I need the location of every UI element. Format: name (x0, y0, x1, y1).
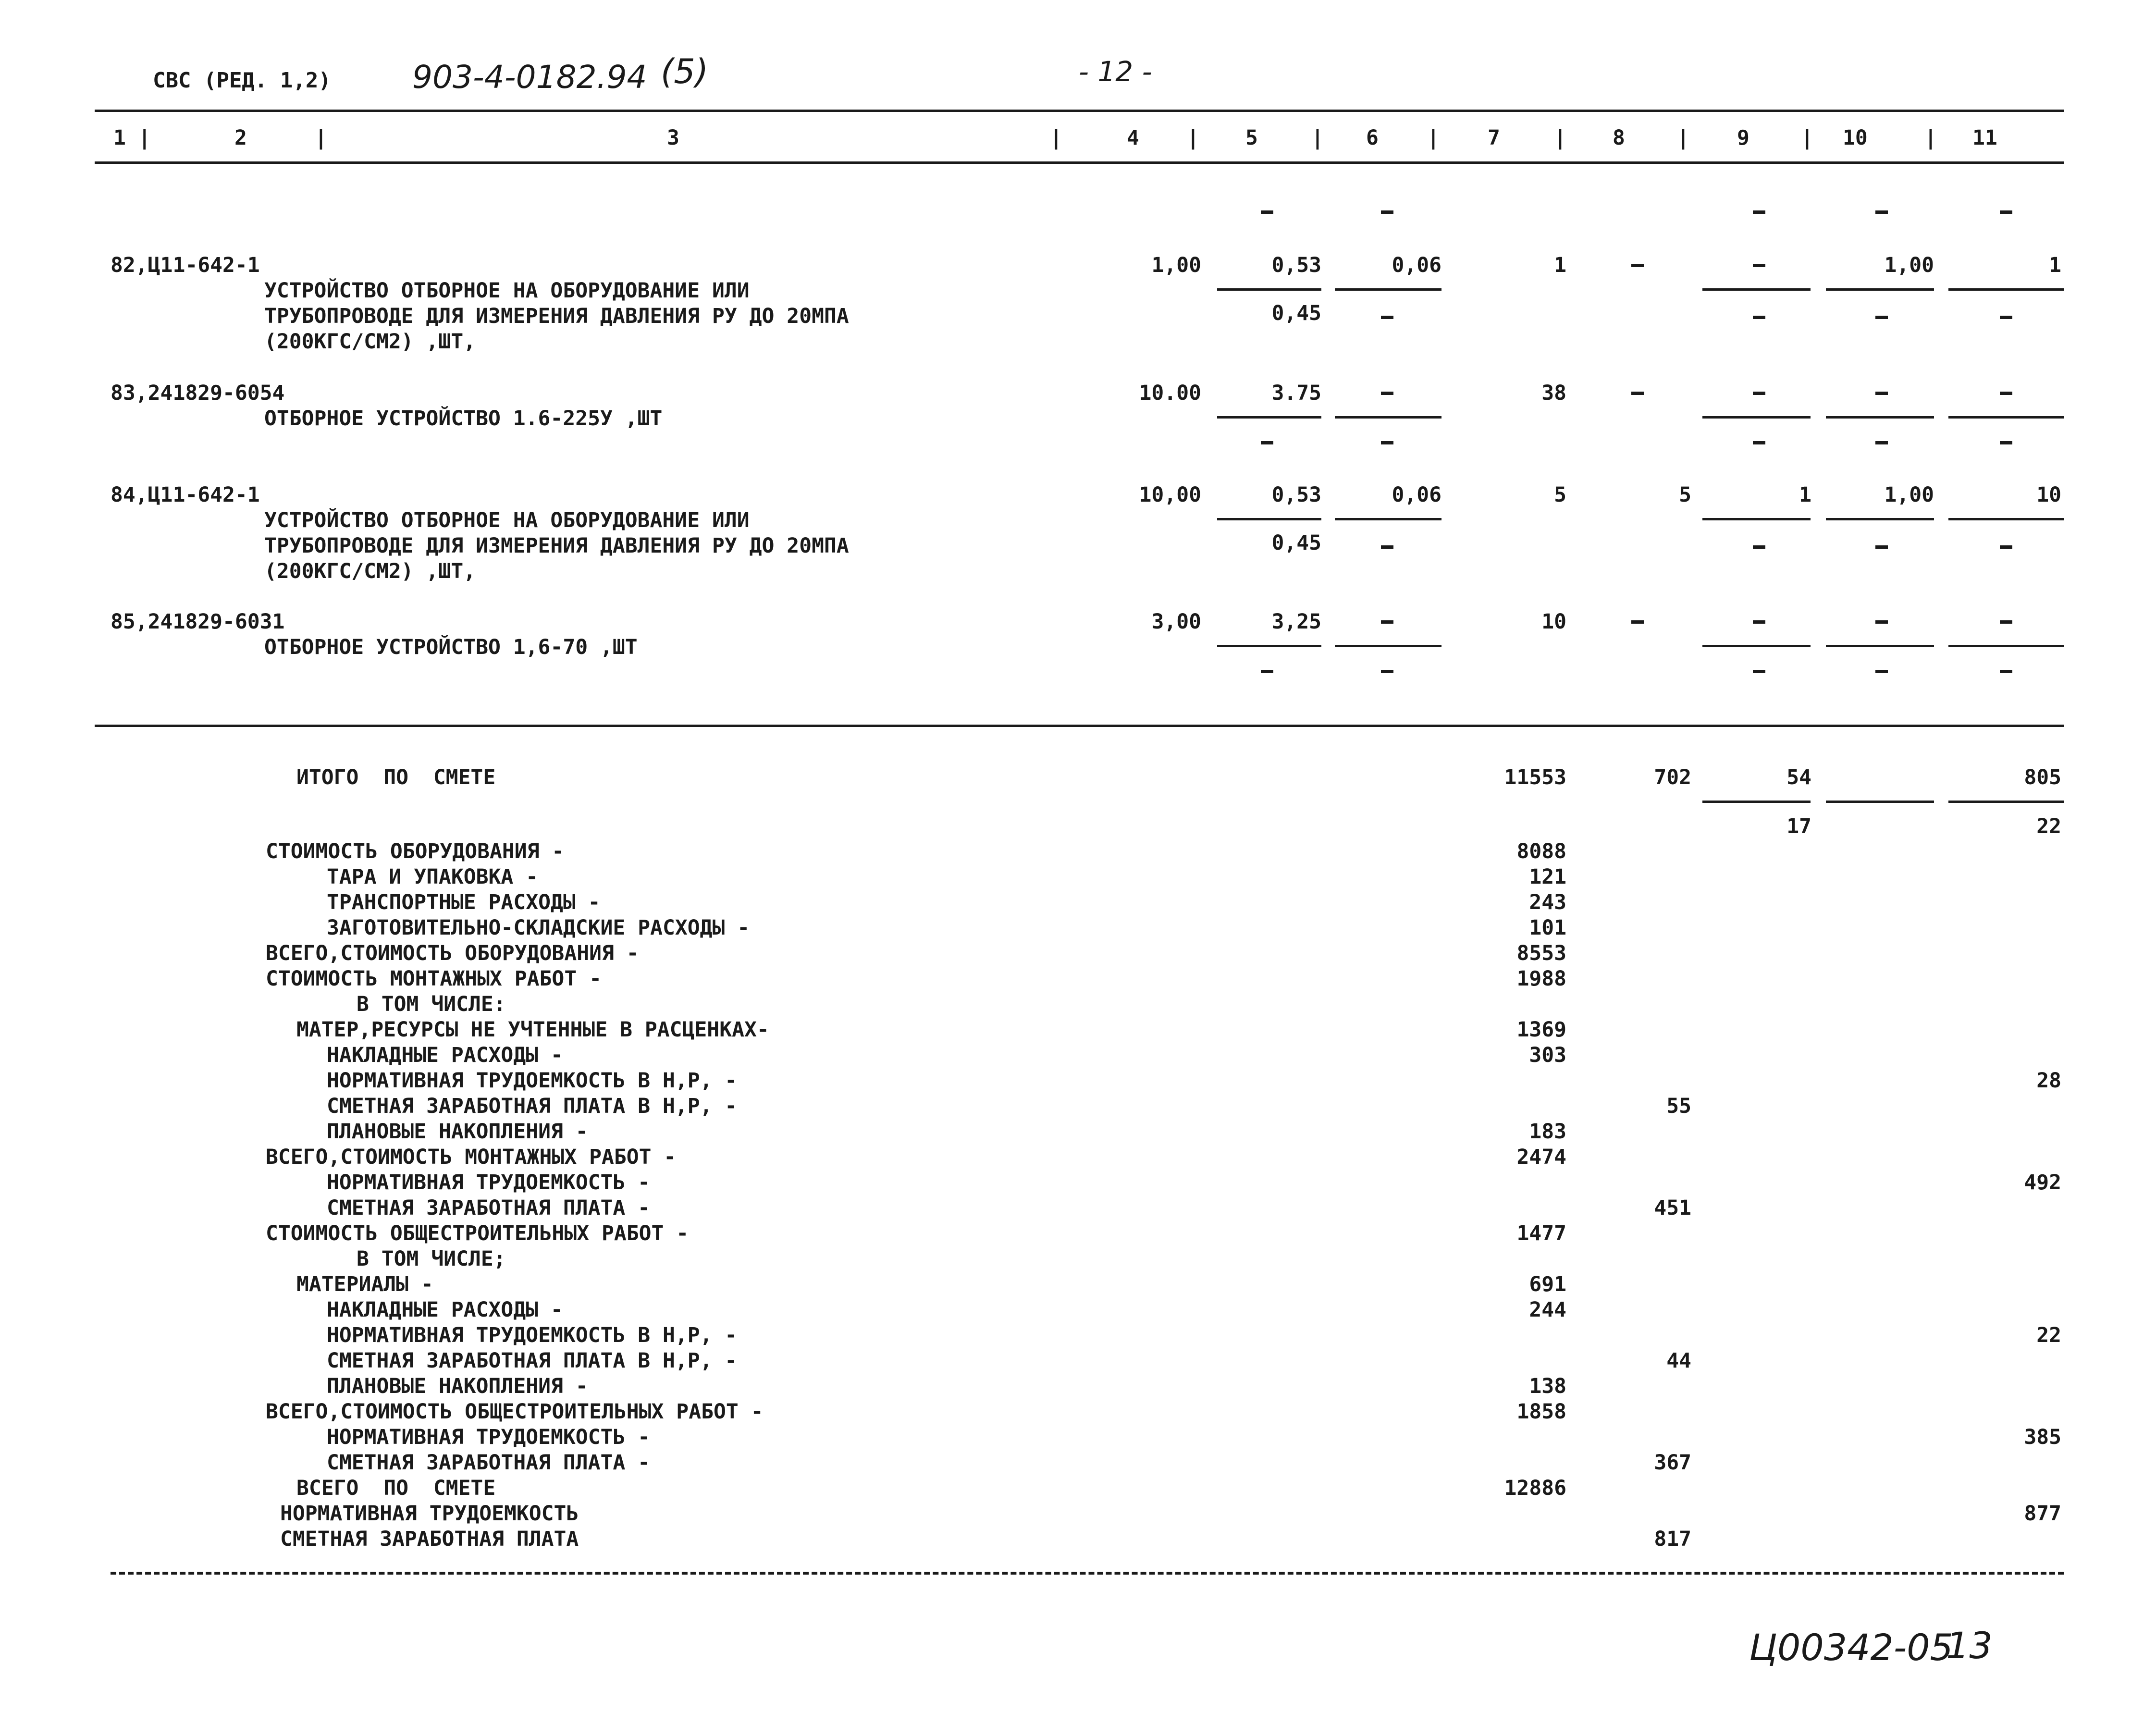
column-header: | (1554, 126, 1566, 150)
empty-cell-dash (1875, 392, 1888, 395)
page-number: - 12 - (1079, 55, 1152, 88)
summary-label: СТОИМОСТЬ МОНТАЖНЫХ РАБОТ - (266, 967, 602, 991)
empty-cell-dash (1381, 545, 1393, 549)
empty-cell-dash (1875, 620, 1888, 624)
summary-col11: 385 (2024, 1425, 2061, 1449)
item-description: ОТБОРНОЕ УСТРОЙСТВО 1,6-70 ,ШТ (264, 635, 638, 659)
fraction-line (1826, 288, 1934, 291)
summary-label: СМЕТНАЯ ЗАРАБОТНАЯ ПЛАТА В Н,Р, - (327, 1094, 738, 1118)
column-header: | (1427, 126, 1440, 150)
empty-cell-dash (1753, 670, 1765, 673)
summary-label: СТОИМОСТЬ ОБЩЕСТРОИТЕЛЬНЫХ РАБОТ - (266, 1221, 689, 1245)
total-col9-lower: 17 (1786, 814, 1811, 838)
summary-col7: 138 (1529, 1374, 1566, 1398)
column-header: 7 (1488, 126, 1500, 150)
empty-cell-dash (1753, 545, 1765, 549)
archive-stamp: Ц00342-05 (1749, 1626, 1953, 1669)
empty-cell-dash (1753, 264, 1765, 267)
summary-label: НОРМАТИВНАЯ ТРУДОЕМКОСТЬ (280, 1502, 579, 1526)
summary-label: ВСЕГО,СТОИМОСТЬ ОБОРУДОВАНИЯ - (266, 941, 639, 965)
item-col10: 1,00 (1884, 483, 1934, 507)
summary-col7: 2474 (1516, 1145, 1566, 1169)
empty-cell-dash (1631, 264, 1644, 267)
column-header-rule (95, 161, 2064, 164)
item-col11: 1 (2049, 253, 2061, 277)
item-description: УСТРОЙСТВО ОТБОРНОЕ НА ОБОРУДОВАНИЕ ИЛИ (264, 508, 750, 532)
summary-label: СМЕТНАЯ ЗАРАБОТНАЯ ПЛАТА (280, 1527, 579, 1551)
total-col9: 54 (1786, 765, 1811, 789)
item-col7: 1 (1554, 253, 1566, 277)
table-top-rule (95, 110, 2064, 112)
empty-cell-dash (1753, 620, 1765, 624)
item-code: 83,241829-6054 (111, 381, 285, 405)
column-header: 3 (667, 126, 679, 150)
summary-col7: 1477 (1516, 1221, 1566, 1245)
empty-cell-dash (1875, 670, 1888, 673)
summary-col8: 55 (1666, 1094, 1691, 1118)
empty-cell-dash (1875, 441, 1888, 444)
empty-cell-dash (2000, 210, 2012, 214)
summary-col8: 367 (1654, 1451, 1691, 1475)
empty-cell-dash (1381, 441, 1393, 444)
empty-cell-dash (1381, 620, 1393, 624)
item-quantity: 3,00 (1151, 610, 1201, 634)
item-quantity: 1,00 (1151, 253, 1201, 277)
summary-label: НОРМАТИВНАЯ ТРУДОЕМКОСТЬ - (327, 1425, 651, 1449)
column-header: 4 (1127, 126, 1139, 150)
empty-cell-dash (2000, 670, 2012, 673)
item-col7: 38 (1541, 381, 1566, 405)
column-header: 5 (1245, 126, 1258, 150)
column-header: 8 (1613, 126, 1625, 150)
fraction-line (1702, 518, 1811, 520)
column-header: | (1050, 126, 1062, 150)
column-header: | (1311, 126, 1324, 150)
summary-label: СМЕТНАЯ ЗАРАБОТНАЯ ПЛАТА В Н,Р, - (327, 1349, 738, 1373)
fraction-line (1702, 645, 1811, 647)
summary-col8: 44 (1666, 1349, 1691, 1373)
empty-cell-dash (1631, 392, 1644, 395)
empty-cell-dash (1381, 210, 1393, 214)
column-header: | (1677, 126, 1689, 150)
column-header: 1 | (113, 126, 151, 150)
fraction-line (1826, 801, 1934, 803)
item-col6: 0,06 (1392, 253, 1441, 277)
empty-cell-dash (1261, 441, 1273, 444)
column-header: | (1924, 126, 1937, 150)
empty-cell-dash (1631, 620, 1644, 624)
sheet-number: 13 (1946, 1624, 1993, 1667)
fraction-line (1335, 518, 1441, 520)
item-description: ТРУБОПРОВОДЕ ДЛЯ ИЗМЕРЕНИЯ ДАВЛЕНИЯ РУ ДО 20МПА (264, 304, 849, 328)
fraction-line (1948, 416, 2064, 419)
fraction-line (1702, 416, 1811, 419)
item-col7: 5 (1554, 483, 1566, 507)
summary-label: НОРМАТИВНАЯ ТРУДОЕМКОСТЬ В Н,Р, - (327, 1323, 738, 1347)
summary-label: В ТОМ ЧИСЛЕ: (357, 992, 506, 1016)
empty-cell-dash (1261, 670, 1273, 673)
totals-rule (95, 725, 2064, 727)
empty-cell-dash (1381, 316, 1393, 319)
summary-col7: 8553 (1516, 941, 1566, 965)
column-header: 2 (234, 126, 247, 150)
item-description: ТРУБОПРОВОДЕ ДЛЯ ИЗМЕРЕНИЯ ДАВЛЕНИЯ РУ ДО 20МПА (264, 534, 849, 558)
item-col11: 10 (2036, 483, 2061, 507)
fraction-line (1702, 801, 1811, 803)
item-col9: 1 (1799, 483, 1811, 507)
fraction-line (1702, 288, 1811, 291)
fraction-line (1335, 416, 1441, 419)
column-header: 9 (1737, 126, 1749, 150)
summary-col7: 691 (1529, 1272, 1566, 1296)
summary-label: НОРМАТИВНАЯ ТРУДОЕМКОСТЬ - (327, 1171, 651, 1195)
summary-col11: 492 (2024, 1171, 2061, 1195)
item-description: УСТРОЙСТВО ОТБОРНОЕ НА ОБОРУДОВАНИЕ ИЛИ (264, 279, 750, 303)
summary-label: МАТЕРИАЛЫ - (296, 1272, 433, 1296)
summary-label: ЗАГОТОВИТЕЛЬНО-СКЛАДСКИЕ РАСХОДЫ - (327, 916, 750, 940)
summary-col8: 451 (1654, 1196, 1691, 1220)
total-col8: 702 (1654, 765, 1691, 789)
total-col11: 805 (2024, 765, 2061, 789)
item-col10: 1,00 (1884, 253, 1934, 277)
summary-label: НОРМАТИВНАЯ ТРУДОЕМКОСТЬ В Н,Р, - (327, 1069, 738, 1093)
empty-cell-dash (2000, 545, 2012, 549)
empty-cell-dash (1875, 316, 1888, 319)
code-prefix: СВС (РЕД. 1,2) (153, 68, 331, 93)
empty-cell-dash (2000, 441, 2012, 444)
fraction-line (1217, 518, 1321, 520)
item-col5-lower: 0,45 (1271, 301, 1321, 325)
summary-label: ТРАНСПОРТНЫЕ РАСХОДЫ - (327, 890, 601, 914)
item-col5: 0,53 (1271, 483, 1321, 507)
item-col5: 0,53 (1271, 253, 1321, 277)
summary-col11: 22 (2036, 1323, 2061, 1347)
summary-col7: 183 (1529, 1120, 1566, 1144)
total-col7: 11553 (1504, 765, 1566, 789)
empty-cell-dash (1875, 545, 1888, 549)
summary-col11: 877 (2024, 1502, 2061, 1526)
column-header: 11 (1972, 126, 1997, 150)
item-col6: 0,06 (1392, 483, 1441, 507)
summary-col8: 817 (1654, 1527, 1691, 1551)
column-header: | (1801, 126, 1813, 150)
fraction-line (1826, 645, 1934, 647)
item-description: (200КГС/СМ2) ,ШТ, (264, 330, 476, 354)
column-header: | (315, 126, 327, 150)
item-code: 84,Ц11-642-1 (111, 483, 260, 507)
item-col5: 3,25 (1271, 610, 1321, 634)
item-description: (200КГС/СМ2) ,ШТ, (264, 559, 476, 583)
summary-label: ВСЕГО,СТОИМОСТЬ МОНТАЖНЫХ РАБОТ - (266, 1145, 677, 1169)
empty-cell-dash (1753, 316, 1765, 319)
summary-label: СТОИМОСТЬ ОБОРУДОВАНИЯ - (266, 839, 565, 863)
fraction-line (1217, 645, 1321, 647)
item-code: 82,Ц11-642-1 (111, 253, 260, 277)
document-part: (5) (661, 52, 709, 91)
summary-col7: 303 (1529, 1043, 1566, 1067)
column-header: 6 (1366, 126, 1379, 150)
empty-cell-dash (1261, 210, 1273, 214)
summary-label: ПЛАНОВЫЕ НАКОПЛЕНИЯ - (327, 1120, 588, 1144)
empty-cell-dash (2000, 392, 2012, 395)
column-header: | (1187, 126, 1199, 150)
empty-cell-dash (1753, 210, 1765, 214)
empty-cell-dash (1381, 670, 1393, 673)
summary-label: ТАРА И УПАКОВКА - (327, 865, 539, 889)
summary-col7: 243 (1529, 890, 1566, 914)
empty-cell-dash (2000, 620, 2012, 624)
empty-cell-dash (1381, 392, 1393, 395)
summary-label: СМЕТНАЯ ЗАРАБОТНАЯ ПЛАТА - (327, 1196, 651, 1220)
item-col8: 5 (1679, 483, 1691, 507)
fraction-line (1948, 645, 2064, 647)
fraction-line (1948, 518, 2064, 520)
fraction-line (1948, 288, 2064, 291)
summary-col7: 121 (1529, 865, 1566, 889)
total-label: ИТОГО ПО СМЕТЕ (296, 765, 496, 789)
item-quantity: 10,00 (1139, 483, 1201, 507)
fraction-line (1826, 518, 1934, 520)
summary-col7: 1988 (1516, 967, 1566, 991)
summary-col7: 244 (1529, 1298, 1566, 1322)
summary-label: НАКЛАДНЫЕ РАСХОДЫ - (327, 1043, 563, 1067)
summary-col7: 12886 (1504, 1476, 1566, 1500)
summary-col7: 8088 (1516, 839, 1566, 863)
empty-cell-dash (1753, 441, 1765, 444)
summary-label: СМЕТНАЯ ЗАРАБОТНАЯ ПЛАТА - (327, 1451, 651, 1475)
empty-cell-dash (1753, 392, 1765, 395)
summary-col7: 1369 (1516, 1018, 1566, 1042)
summary-col11: 28 (2036, 1069, 2061, 1093)
item-quantity: 10.00 (1139, 381, 1201, 405)
item-description: ОТБОРНОЕ УСТРОЙСТВО 1.6-225У ,ШТ (264, 407, 663, 431)
fraction-line (1335, 288, 1441, 291)
summary-col7: 1858 (1516, 1400, 1566, 1424)
total-col11-lower: 22 (2036, 814, 2061, 838)
column-header: 10 (1843, 126, 1868, 150)
summary-label: НАКЛАДНЫЕ РАСХОДЫ - (327, 1298, 563, 1322)
item-col5-lower: 0,45 (1271, 531, 1321, 555)
summary-label: МАТЕР,РЕСУРСЫ НЕ УЧТЕННЫЕ В РАСЦЕНКАХ- (296, 1018, 769, 1042)
summary-col7: 101 (1529, 916, 1566, 940)
summary-label: ВСЕГО ПО СМЕТЕ (296, 1476, 496, 1500)
summary-label: ВСЕГО,СТОИМОСТЬ ОБЩЕСТРОИТЕЛЬНЫХ РАБОТ - (266, 1400, 764, 1424)
fraction-line (1948, 801, 2064, 803)
item-code: 85,241829-6031 (111, 610, 285, 634)
empty-cell-dash (1875, 210, 1888, 214)
summary-label: ПЛАНОВЫЕ НАКОПЛЕНИЯ - (327, 1374, 588, 1398)
fraction-line (1335, 645, 1441, 647)
closing-dashed-rule (111, 1572, 2064, 1575)
summary-label: В ТОМ ЧИСЛЕ; (357, 1247, 506, 1271)
fraction-line (1217, 288, 1321, 291)
document-number: 903-4-0182.94 (412, 59, 647, 96)
item-col7: 10 (1541, 610, 1566, 634)
empty-cell-dash (2000, 316, 2012, 319)
fraction-line (1826, 416, 1934, 419)
item-col5: 3.75 (1271, 381, 1321, 405)
fraction-line (1217, 416, 1321, 419)
